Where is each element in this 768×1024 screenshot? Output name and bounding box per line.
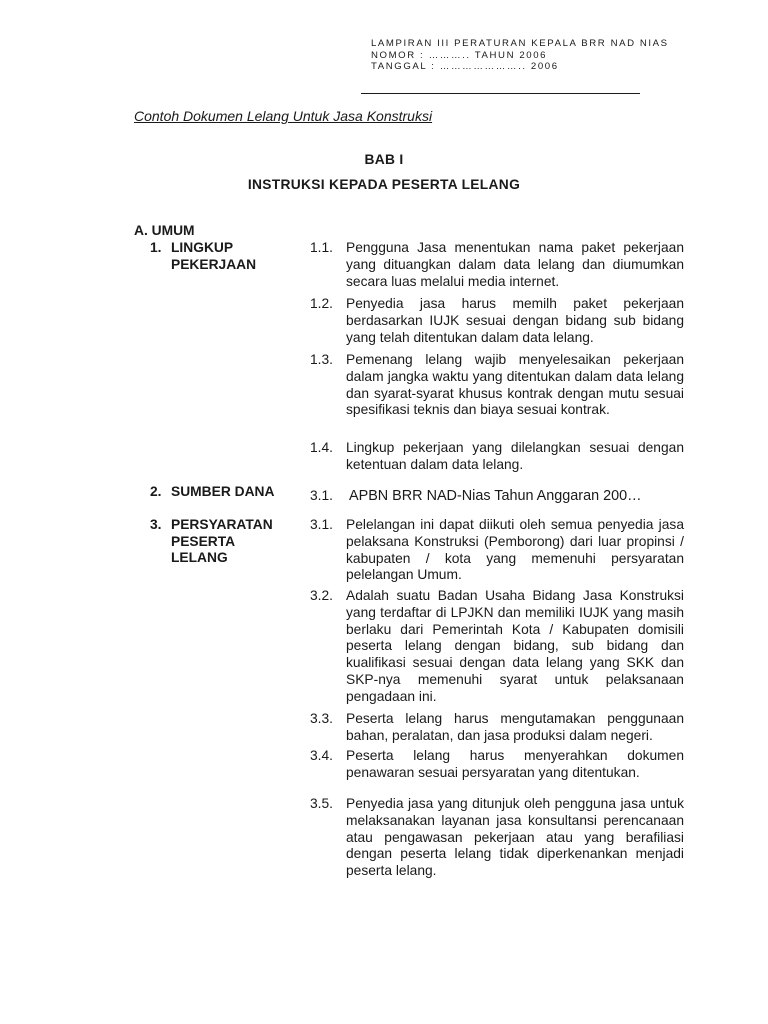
item-text: Pengguna Jasa menentukan nama paket pekerjaan yang dituangkan dalam data lelang dan diumumkan secara luas melalui media internet. — [346, 240, 684, 289]
item-text: Pelelangan ini dapat diikuti oleh semua penyedia jasa pelaksana Konstruksi (Pemborong) dari luar propinsi / kabupaten / kota yang memenuhi persyaratan pelelangan Umum. — [346, 517, 684, 583]
item-number: 1.2. — [310, 296, 334, 311]
item-number: 1.3. — [310, 352, 334, 367]
document-header — [371, 38, 669, 73]
item-number: 3.1. — [310, 488, 334, 503]
subsection-label: PEKERJAAN — [171, 256, 257, 272]
item-number: 3.3. — [310, 711, 334, 726]
subsection-label: PERSYARATAN — [171, 517, 273, 532]
section-title: A. UMUM — [134, 223, 195, 238]
item-number: 1.4. — [310, 440, 334, 455]
item-text: Pemenang lelang wajib menyelesaikan pekerjaan dalam jangka waktu yang ditentukan dalam data lelang dan syarat-syarat khusus kontrak dengan mutu sesuai spesifikasi teknis dan biaya sesuai kontrak. — [346, 352, 684, 418]
item-number: 3.1. — [310, 517, 334, 532]
subsection-label: LELANG — [171, 550, 228, 566]
item-number: 3.5. — [310, 796, 334, 811]
item-number: 3.2. — [310, 588, 334, 603]
item-text: Penyedia jasa yang ditunjuk oleh pengguna jasa untuk melaksanakan layanan jasa konsultansi perencanaan atau pengawasan pekerjaan atau yang berafiliasi dengan peserta lelang tidak diperkenankan menjadi peserta lelang. — [346, 796, 684, 879]
header-line-number: NOMOR : ……….. TAHUN 2006 — [371, 49, 548, 61]
item-text: Peserta lelang harus menyerahkan dokumen penawaran sesuai persyaratan yang ditentukan. — [346, 748, 684, 780]
item-text: Peserta lelang harus mengutamakan penggunaan bahan, peralatan, dan jasa produksi dalam negeri. — [346, 711, 684, 743]
header-line-date: TANGGAL : ………………….. 2006 — [371, 61, 559, 73]
header-divider — [361, 93, 640, 94]
subsection-number: 2. — [150, 484, 162, 499]
item-number: 3.4. — [310, 748, 334, 763]
document-subtitle: Contoh Dokumen Lelang Untuk Jasa Konstruksi — [134, 108, 433, 124]
header-line-attachment: LAMPIRAN III PERATURAN KEPALA BRR NAD NIAS — [371, 38, 669, 49]
item-number: 1.1. — [310, 240, 334, 255]
subsection-label: SUMBER DANA — [171, 484, 275, 499]
subsection-label: LINGKUP — [171, 240, 234, 255]
item-text: Penyedia jasa harus memilh paket pekerjaan berdasarkan IUJK sesuai dengan bidang sub bidang yang telah ditentukan dalam data lelang. — [346, 296, 684, 345]
item-text: Lingkup pekerjaan yang dilelangkan sesuai dengan ketentuan dalam data lelang. — [346, 440, 684, 472]
subsection-number: 3. — [150, 517, 162, 532]
subsection-label: PESERTA — [171, 533, 236, 549]
item-text: Adalah suatu Badan Usaha Bidang Jasa Konstruksi yang terdaftar di LPJKN dan memiliki IUJK yang masih berlaku dari Pemerintah Kota / Kabupaten domisili peserta lelang dengan bidang, sub bidang dan kualifikasi sesuai dengan data lelang yang SKK dan SKP-nya memenuhi syarat untuk pelaksanaan pengadaan ini. — [346, 588, 684, 704]
chapter-title: INSTRUKSI KEPADA PESERTA LELANG — [247, 177, 521, 192]
item-text: APBN BRR NAD-Nias Tahun Anggaran 200… — [349, 488, 642, 504]
subsection-number: 1. — [150, 240, 162, 255]
chapter-number: BAB I — [364, 152, 404, 167]
